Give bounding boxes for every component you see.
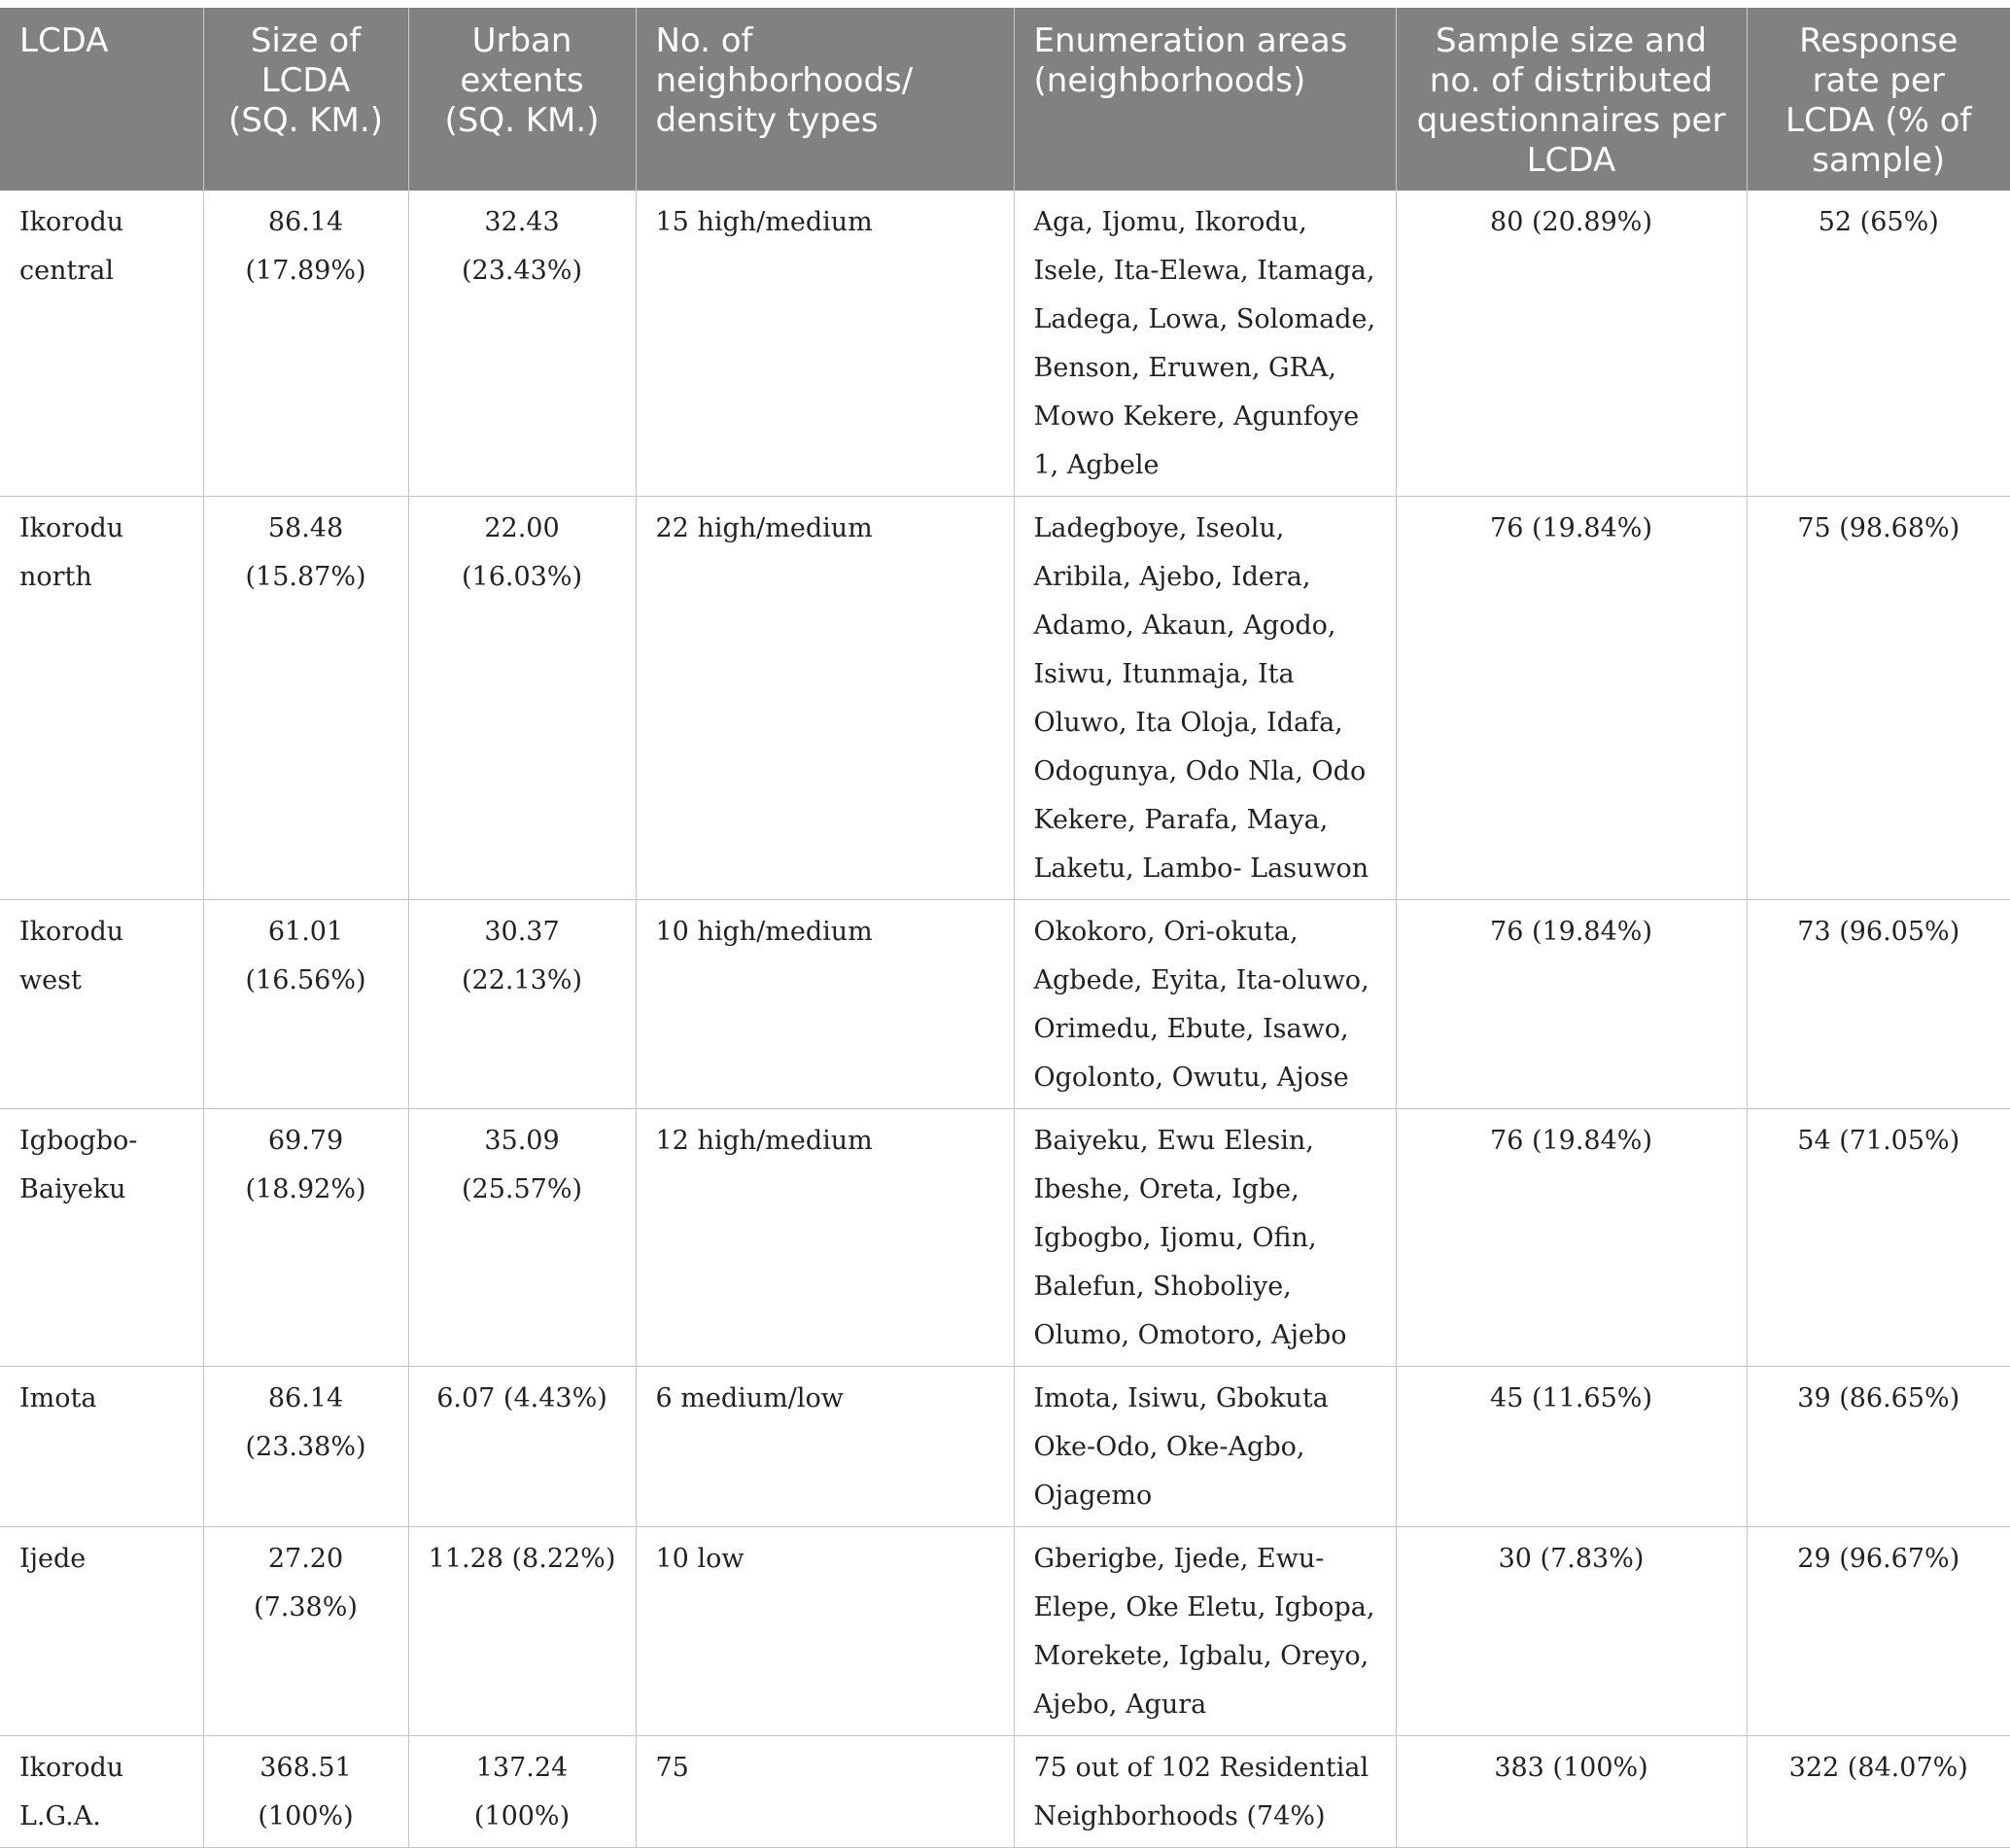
- cell-sample-size: 76 (19.84%): [1396, 900, 1747, 1109]
- cell-response-rate: 322 (84.07%): [1747, 1736, 2010, 1848]
- cell-urban-extents: 32.43 (23.43%): [408, 191, 636, 497]
- cell-urban-extents: 11.28 (8.22%): [408, 1527, 636, 1736]
- header-sample-size: Sample size and no. of distributed questionnaires per LCDA: [1396, 8, 1747, 191]
- cell-sample-size: 45 (11.65%): [1396, 1367, 1747, 1527]
- table-row: [0, 1527, 2010, 1736]
- cell-response-rate: 52 (65%): [1747, 191, 2010, 497]
- cell-urban-extents: 22.00 (16.03%): [408, 497, 636, 900]
- header-size: Size of LCDA (SQ. KM.): [203, 8, 408, 191]
- cell-size: 61.01 (16.56%): [203, 900, 408, 1109]
- cell-size: 86.14 (17.89%): [203, 191, 408, 497]
- table-row: [0, 1367, 2010, 1527]
- cell-size: 69.79 (18.92%): [203, 1109, 408, 1367]
- cell-neighborhoods: 22 high/medium: [636, 497, 1014, 900]
- header-response-rate: Response rate per LCDA (% of sample): [1747, 8, 2010, 191]
- cell-urban-extents: 35.09 (25.57%): [408, 1109, 636, 1367]
- cell-enumeration-areas: Ladegboye, Iseolu, Aribila, Ajebo, Idera, Adamo, Akaun, Agodo, Isiwu, Itunmaja, Ita Oluwo, Ita Oloja, Idafa, Odogunya, Odo Nla, Odo Kekere, Parafa, Maya, Laketu, Lambo- Lasuwon: [1014, 497, 1396, 900]
- cell-enumeration-areas: Imota, Isiwu, Gbokuta Oke-Odo, Oke-Agbo, Ojagemo: [1014, 1367, 1396, 1527]
- cell-lcda: Ikorodu central: [0, 191, 203, 497]
- cell-enumeration-areas: 75 out of 102 Residential Neighborhoods (74%): [1014, 1736, 1396, 1848]
- cell-lcda: Ijede: [0, 1527, 203, 1736]
- cell-lcda: Igbogbo-Baiyeku: [0, 1109, 203, 1367]
- cell-lcda: Ikorodu west: [0, 900, 203, 1109]
- cell-neighborhoods: 12 high/medium: [636, 1109, 1014, 1367]
- cell-size: 58.48 (15.87%): [203, 497, 408, 900]
- cell-sample-size: 76 (19.84%): [1396, 497, 1747, 900]
- cell-neighborhoods: 6 medium/low: [636, 1367, 1014, 1527]
- cell-response-rate: 29 (96.67%): [1747, 1527, 2010, 1736]
- cell-neighborhoods: 15 high/medium: [636, 191, 1014, 497]
- cell-sample-size: 383 (100%): [1396, 1736, 1747, 1848]
- table-row: [0, 191, 2010, 497]
- table-row: [0, 900, 2010, 1109]
- header-neighborhoods: No. of neighborhoods/ density types: [636, 8, 1014, 191]
- cell-urban-extents: 6.07 (4.43%): [408, 1367, 636, 1527]
- cell-urban-extents: 137.24 (100%): [408, 1736, 636, 1848]
- cell-lcda: Imota: [0, 1367, 203, 1527]
- header-row: [0, 8, 2010, 191]
- cell-response-rate: 39 (86.65%): [1747, 1367, 2010, 1527]
- table-row: [0, 497, 2010, 900]
- header-urban-extents: Urban extents (SQ. KM.): [408, 8, 636, 191]
- cell-neighborhoods: 10 low: [636, 1527, 1014, 1736]
- table-row: [0, 1736, 2010, 1848]
- cell-size: 27.20 (7.38%): [203, 1527, 408, 1736]
- cell-enumeration-areas: Baiyeku, Ewu Elesin, Ibeshe, Oreta, Igbe, Igbogbo, Ijomu, Ofin, Balefun, Shoboliye, Olumo, Omotoro, Ajebo: [1014, 1109, 1396, 1367]
- cell-neighborhoods: 75: [636, 1736, 1014, 1848]
- cell-size: 368.51 (100%): [203, 1736, 408, 1848]
- cell-enumeration-areas: Okokoro, Ori-okuta, Agbede, Eyita, Ita-oluwo, Orimedu, Ebute, Isawo, Ogolonto, Owutu, Ajose: [1014, 900, 1396, 1109]
- cell-enumeration-areas: Gberigbe, Ijede, Ewu-Elepe, Oke Eletu, Igbopa, Morekete, Igbalu, Oreyo, Ajebo, Agura: [1014, 1527, 1396, 1736]
- cell-urban-extents: 30.37 (22.13%): [408, 900, 636, 1109]
- cell-enumeration-areas: Aga, Ijomu, Ikorodu, Isele, Ita-Elewa, Itamaga, Ladega, Lowa, Solomade, Benson, Eruwen, GRA, Mowo Kekere, Agunfoye 1, Agbele: [1014, 191, 1396, 497]
- data-table: [0, 8, 2010, 1848]
- header-enumeration-areas: Enumeration areas (neighborhoods): [1014, 8, 1396, 191]
- cell-size: 86.14 (23.38%): [203, 1367, 408, 1527]
- table-row: [0, 1109, 2010, 1367]
- cell-sample-size: 30 (7.83%): [1396, 1527, 1747, 1736]
- cell-lcda: Ikorodu L.G.A.: [0, 1736, 203, 1848]
- cell-lcda: Ikorodu north: [0, 497, 203, 900]
- cell-neighborhoods: 10 high/medium: [636, 900, 1014, 1109]
- cell-response-rate: 73 (96.05%): [1747, 900, 2010, 1109]
- cell-sample-size: 76 (19.84%): [1396, 1109, 1747, 1367]
- cell-response-rate: 75 (98.68%): [1747, 497, 2010, 900]
- cell-response-rate: 54 (71.05%): [1747, 1109, 2010, 1367]
- cell-sample-size: 80 (20.89%): [1396, 191, 1747, 497]
- header-lcda: LCDA: [0, 8, 203, 191]
